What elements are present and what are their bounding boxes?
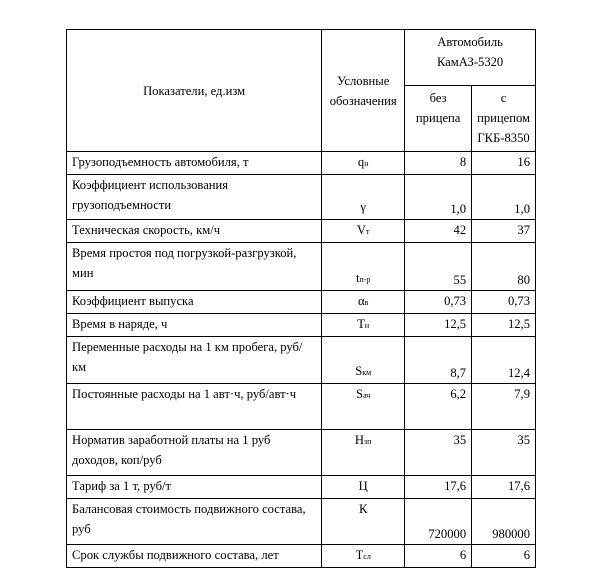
row-value-1: 8: [405, 152, 472, 175]
row-name: Срок службы подвижного состава, лет: [67, 545, 322, 568]
row-symbol: γ: [322, 175, 405, 220]
row-name: Переменные расходы на 1 км пробега, руб/км: [67, 337, 322, 384]
table-row: [67, 291, 536, 314]
table-row: [67, 337, 536, 384]
row-symbol: Sач: [322, 384, 405, 430]
row-name: Время в наряде, ч: [67, 314, 322, 337]
row-name: Коэффициент выпуска: [67, 291, 322, 314]
row-symbol: Тн: [322, 314, 405, 337]
row-value-1: 8,7: [405, 337, 472, 384]
row-symbol: Нзп: [322, 430, 405, 476]
specs-table: [66, 29, 536, 568]
row-value-2: 0,73: [472, 291, 536, 314]
row-value-1: 17,6: [405, 476, 472, 499]
table-row: [67, 152, 536, 175]
row-value-1: 1,0: [405, 175, 472, 220]
row-value-1: 35: [405, 430, 472, 476]
table-row: [67, 220, 536, 243]
row-value-1: 42: [405, 220, 472, 243]
row-name: Техническая скорость, км/ч: [67, 220, 322, 243]
table-row: [67, 476, 536, 499]
row-value-2: 1,0: [472, 175, 536, 220]
row-name: Норматив заработной платы на 1 руб доходов, коп/руб: [67, 430, 322, 476]
row-value-2: 6: [472, 545, 536, 568]
row-symbol: αв: [322, 291, 405, 314]
table-row: [67, 545, 536, 568]
table-row: [67, 175, 536, 220]
row-value-1: 12,5: [405, 314, 472, 337]
row-name: Грузоподъемность автомобиля, т: [67, 152, 322, 175]
row-value-2: 12,4: [472, 337, 536, 384]
row-value-2: 980000: [472, 499, 536, 545]
row-symbol: Ц: [322, 476, 405, 499]
row-name: Постоянные расходы на 1 авт·ч, руб/авт·ч: [67, 384, 322, 430]
row-value-2: 37: [472, 220, 536, 243]
row-name: Тариф за 1 т, руб/т: [67, 476, 322, 499]
row-value-1: 55: [405, 243, 472, 291]
row-value-2: 12,5: [472, 314, 536, 337]
header-col-with-trailer: с прицепом ГКБ-8350: [472, 86, 536, 152]
header-symbols: Условные обозначения: [322, 30, 405, 152]
row-symbol: tп-р: [322, 243, 405, 291]
row-symbol: Vт: [322, 220, 405, 243]
table-row: [67, 499, 536, 545]
table-row: [67, 430, 536, 476]
table-row: [67, 243, 536, 291]
row-symbol: qн: [322, 152, 405, 175]
table-row: [67, 314, 536, 337]
row-name: Балансовая стоимость подвижного состава, руб: [67, 499, 322, 545]
row-value-1: 6,2: [405, 384, 472, 430]
row-symbol: Sкм: [322, 337, 405, 384]
row-symbol: К: [322, 499, 405, 545]
row-symbol: Тсл: [322, 545, 405, 568]
row-name: Время простоя под погрузкой-разгрузкой, мин: [67, 243, 322, 291]
row-value-1: 6: [405, 545, 472, 568]
table-row: [67, 384, 536, 430]
row-value-2: 35: [472, 430, 536, 476]
row-value-1: 0,73: [405, 291, 472, 314]
row-value-2: 7,9: [472, 384, 536, 430]
header-col-without-trailer: без прицепа: [405, 86, 472, 152]
header-indicator: Показатели, ед.изм: [67, 30, 322, 152]
row-value-2: 80: [472, 243, 536, 291]
header-car: Автомобиль КамАЗ-5320: [405, 30, 536, 86]
row-value-2: 16: [472, 152, 536, 175]
row-value-2: 17,6: [472, 476, 536, 499]
row-value-1: 720000: [405, 499, 472, 545]
row-name: Коэффициент использования грузоподъемности: [67, 175, 322, 220]
